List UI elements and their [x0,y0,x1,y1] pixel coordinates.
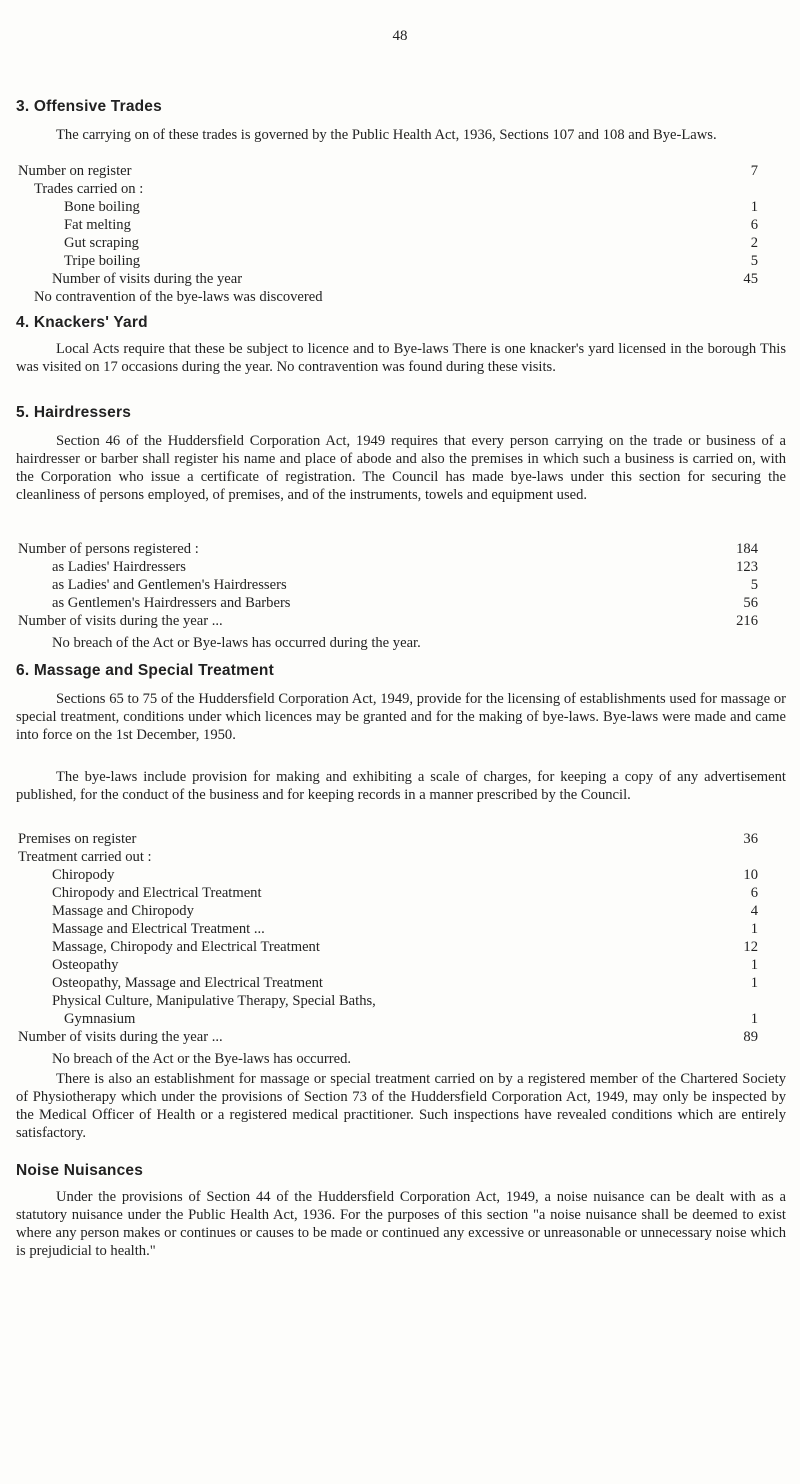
trade-row [64,234,758,252]
section-3-intro: The carrying on of these trades is governed by the Public Health Act, 1936, Sections 107 and 108 and Bye-Laws. [56,127,717,143]
treatment-row [52,920,758,938]
treatment-row [52,902,758,920]
trade-row-label: Bone boiling [64,199,140,215]
premises-value: 36 [743,831,758,847]
hairdresser-row-label: as Gentlemen's Hairdressers and Barbers [52,595,291,611]
section-5-text: Section 46 of the Huddersfield Corporation Act, 1949 requires that every person carrying on the trade or business of a hairdresser or barber shall register his name and place of abode and also the premises in which such a business is carried on, with the Corporation who issue a certificate of registration. The Council has made bye-laws under this section for securing the cleanliness of persons employed, of premises, and of the instruments, towels and equipment used. [16,433,786,503]
treatment-row-value: 1 [750,957,758,973]
hairdresser-row-label: as Ladies' Hairdressers [52,559,186,575]
trade-row-label: Fat melting [64,217,131,233]
hairdresser-row [18,612,758,630]
massage-visits-row [18,1028,758,1046]
premises-label: Premises on register [18,831,137,847]
treatment-row-label: Chiropody [52,867,115,883]
massage-visits-value: 89 [743,1029,758,1045]
section-6-text-2: The bye-laws include provision for making and exhibiting a scale of charges, for keeping a copy of any advertisement published, for the conduct of the business and for keeping records in a manner prescribed by the Council. [16,769,786,803]
section-6-closing: No breach of the Act or the Bye-laws has occurred. [52,1051,352,1067]
treatment-row-label: Massage and Electrical Treatment ... [52,921,265,937]
premises-row [18,830,758,848]
hairdresser-row-value: 123 [736,559,758,575]
trade-row [64,216,758,234]
register-row [18,162,758,180]
hairdresser-row-value: 56 [743,595,758,611]
trade-row-value: 6 [750,217,758,233]
trade-row-label: Gut scraping [64,235,139,251]
section-3-closing: No contravention of the bye-laws was discovered [34,289,323,305]
treatment-row-label: Osteopathy, Massage and Electrical Treatment [52,975,323,991]
treatment-row-value: 10 [743,867,758,883]
treatment-row-label: Osteopathy [52,957,119,973]
section-6-text-3: There is also an establishment for massage or special treatment carried on by a registered member of the Chartered Society of Physiotherapy which under the provisions of Section 73 of the Huddersfield Corporation Act, 1949, may only be inspected by the Medical Officer of Health or a registered medical practitioner. Such inspections have revealed conditions which are entirely satisfactory. [16,1071,786,1141]
hairdresser-row [18,540,758,558]
trade-row-label: Number of visits during the year [52,271,243,287]
treatment-row [52,956,758,974]
massage-visits-label: Number of visits during the year ... [18,1029,223,1045]
treatment-row [52,866,758,884]
trade-row-value: 1 [750,199,758,215]
section-5-heading: 5. Hairdressers [16,404,132,421]
trade-row-value: 45 [743,271,758,287]
trade-row-label: Tripe boiling [64,253,141,269]
treatment-row [52,884,758,902]
physical-culture-line-1: Physical Culture, Manipulative Therapy, Special Baths, [52,993,376,1009]
trades-label: Trades carried on : [34,181,144,197]
hairdresser-row-label: as Ladies' and Gentlemen's Hairdressers [52,577,287,593]
register-value: 7 [750,163,758,179]
section-6-heading: 6. Massage and Special Treatment [16,662,274,679]
hairdresser-row-value: 216 [736,613,758,629]
treatment-row-value: 6 [750,885,758,901]
section-3-heading: 3. Offensive Trades [16,98,162,115]
hairdresser-row-label: Number of visits during the year ... [18,613,223,629]
hairdresser-row-value: 184 [736,541,758,557]
treatment-row [52,974,758,992]
treatment-row-value: 4 [750,903,758,919]
page-number: 48 [392,28,408,44]
physical-culture-line-2: Gymnasium [64,1011,136,1027]
trade-row [64,198,758,216]
treatment-row-value: 1 [750,975,758,991]
noise-heading: Noise Nuisances [16,1162,144,1179]
treatment-row-value: 12 [743,939,758,955]
hairdresser-row [52,558,758,576]
treatment-row-label: Massage and Chiropody [52,903,194,919]
hairdresser-row [52,576,758,594]
noise-text: Under the provisions of Section 44 of the Huddersfield Corporation Act, 1949, a noise nuisance can be dealt with as a statutory nuisance under the Public Health Act, 1936. For the purposes of this section "a noise nuisance shall be deemed to exist where any person makes or continues or causes to be made or continued any excessive or unreasonable or unnecessary noise which is prejudicial to health." [16,1189,786,1259]
trade-row [64,252,758,270]
section-5-closing: No breach of the Act or Bye-laws has occurred during the year. [52,635,421,651]
trade-row-value: 5 [750,253,758,269]
section-4-text: Local Acts require that these be subject to licence and to Bye-laws There is one knacker's yard licensed in the borough This was visited on 17 occasions during the year. No contravention was found during these visits. [16,341,786,375]
treatment-row [52,938,758,956]
hairdresser-row-label: Number of persons registered : [18,541,199,557]
treatment-row-label: Massage, Chiropody and Electrical Treatment [52,939,320,955]
section-6-text-1: Sections 65 to 75 of the Huddersfield Corporation Act, 1949, provide for the licensing of establishments used for massage or special treatment, conditions under which licences may be granted and for the making of bye-laws. Bye-laws were made and came into force on the 1st December, 1950. [16,691,786,743]
physical-culture-value: 1 [750,1011,758,1027]
trade-row-value: 2 [750,235,758,251]
treatment-row-label: Chiropody and Electrical Treatment [52,885,262,901]
section-4-heading: 4. Knackers' Yard [16,314,148,331]
hairdresser-row-value: 5 [750,577,758,593]
trade-row [52,270,758,288]
register-label: Number on register [18,163,132,179]
treatment-row-value: 1 [750,921,758,937]
hairdresser-row [52,594,758,612]
physical-culture-row [64,1010,758,1028]
treatment-label: Treatment carried out : [18,849,152,865]
